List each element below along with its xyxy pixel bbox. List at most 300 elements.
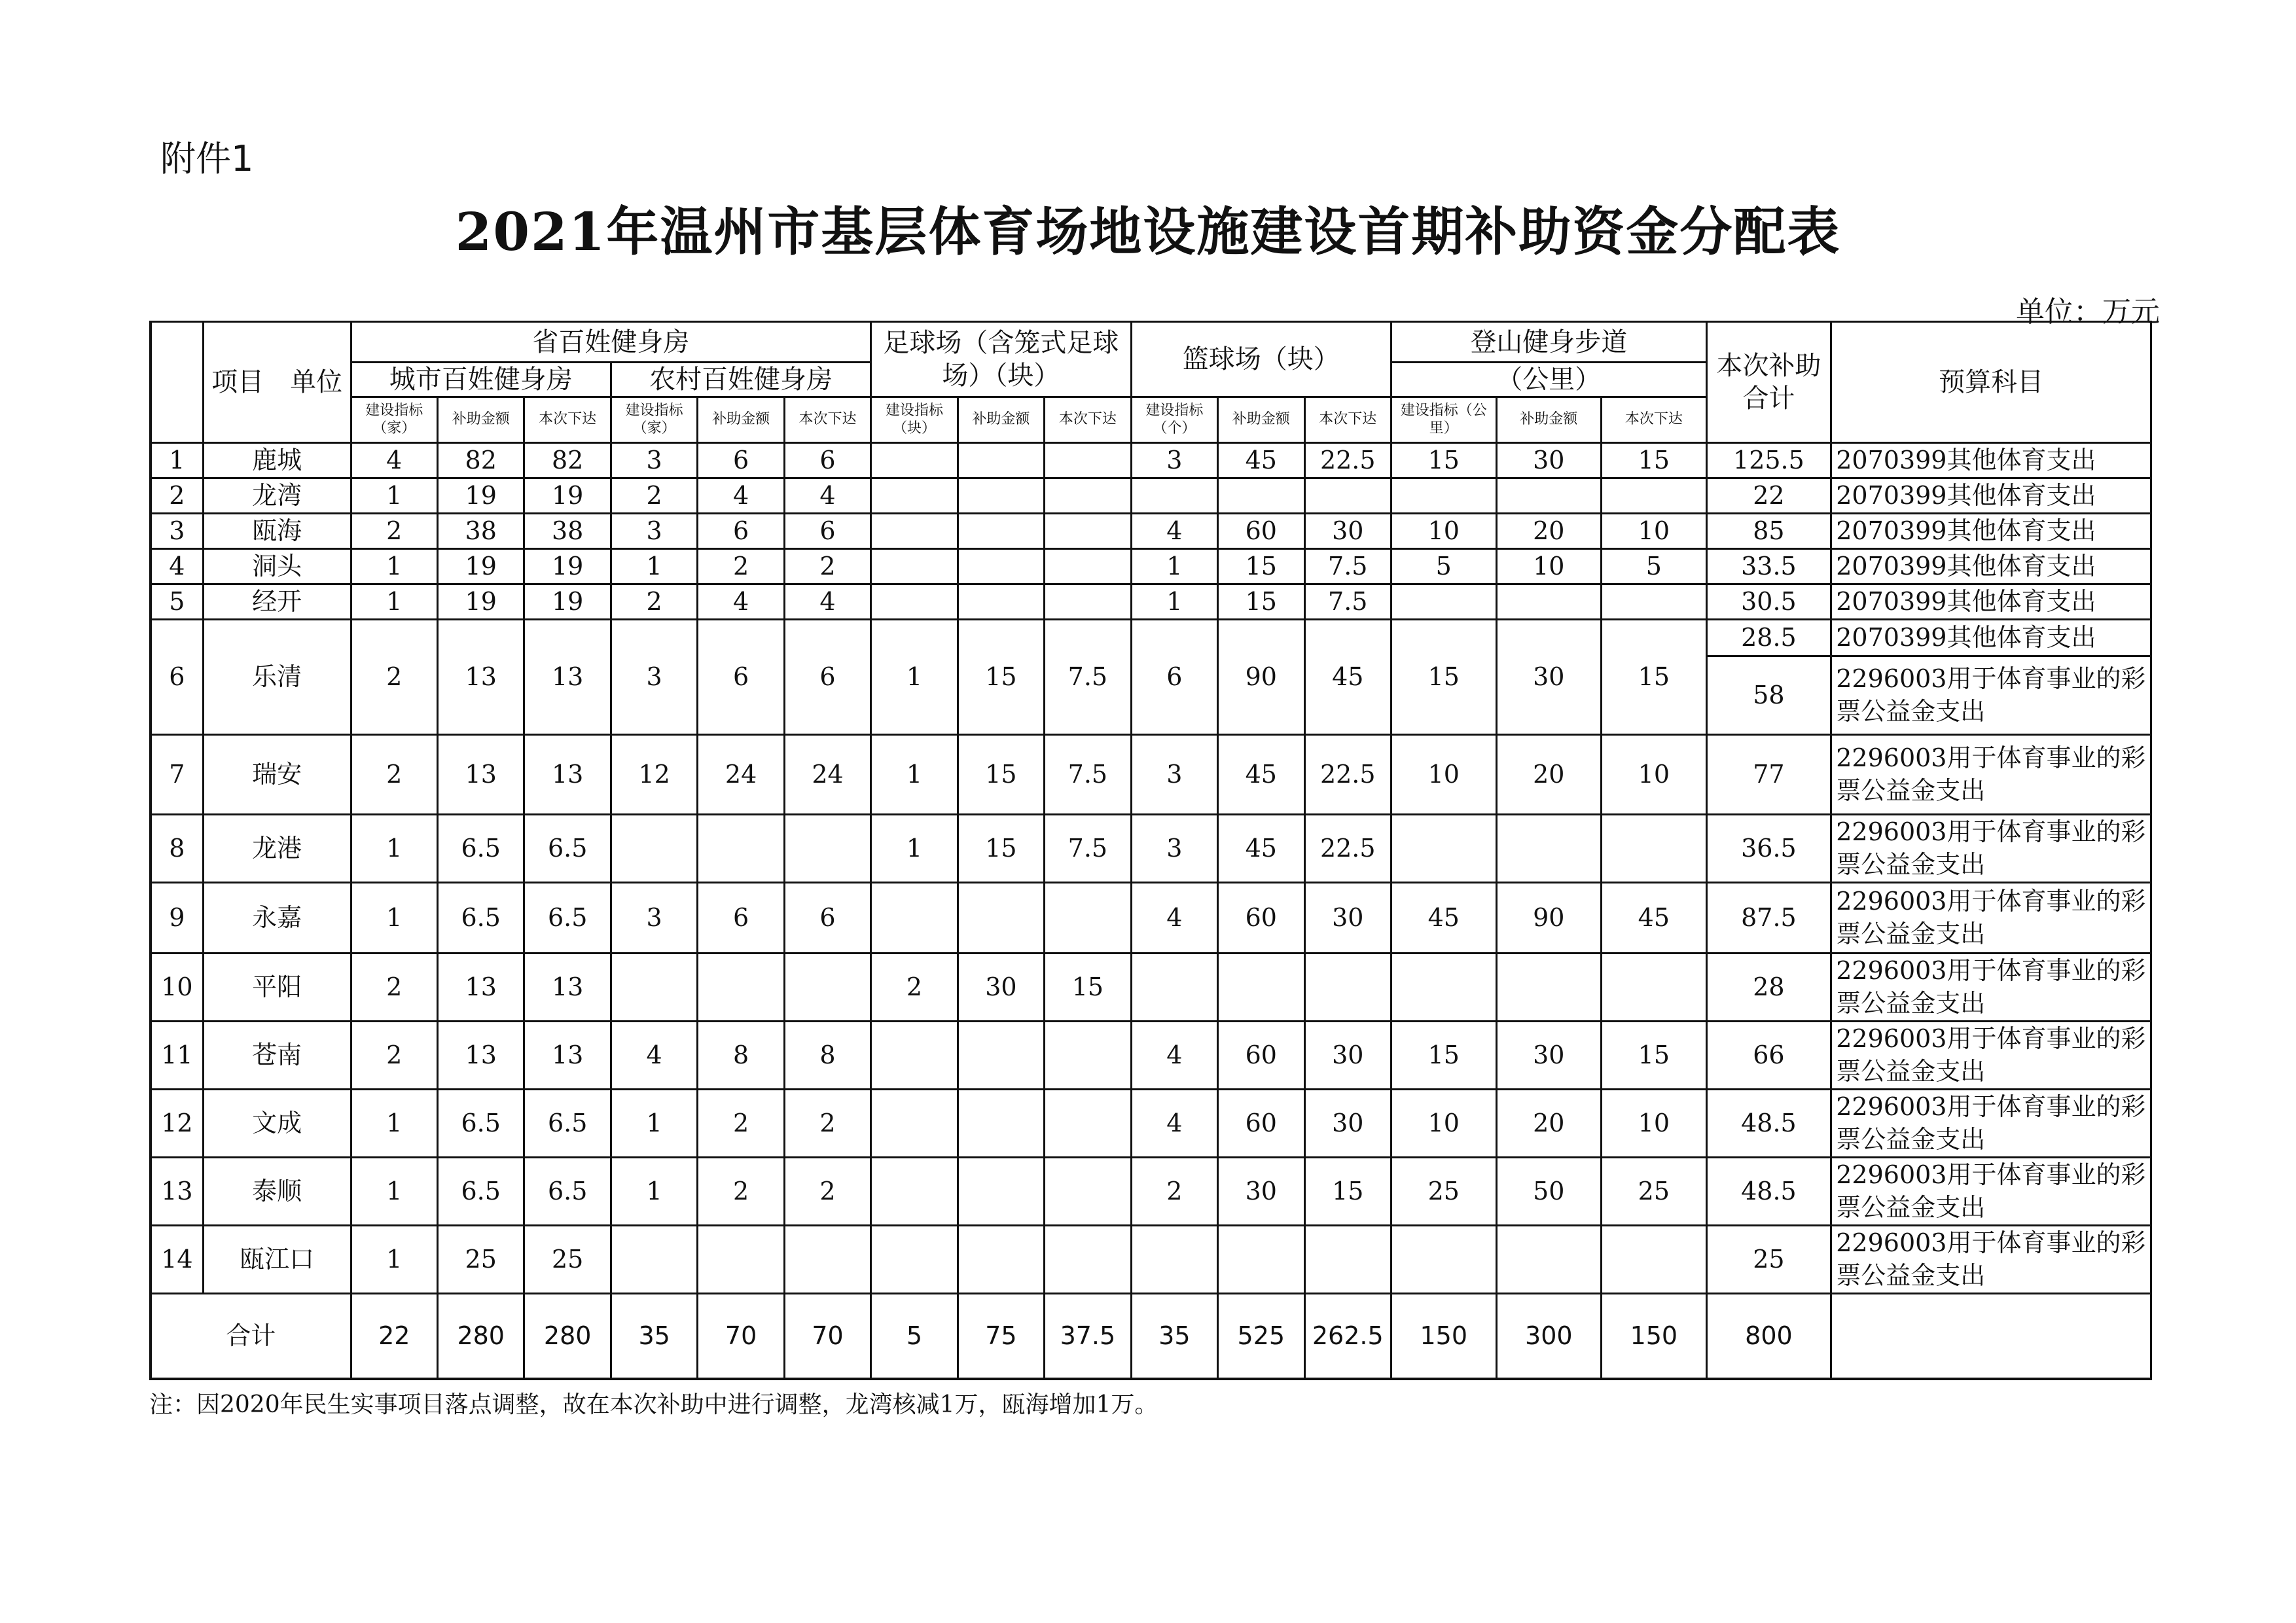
- total-cell: 280: [524, 1294, 611, 1379]
- row-number: 14: [151, 1226, 203, 1294]
- sub-build-football: 建设指标（块）: [871, 397, 958, 443]
- table-row: [151, 1158, 2151, 1226]
- table-cell: 1: [871, 620, 958, 735]
- sub-build-trail: 建设指标（公里）: [1391, 397, 1496, 443]
- table-cell: [1045, 1158, 1131, 1226]
- table-cell: 6: [698, 620, 784, 735]
- row-budget-subject: 2296003用于体育事业的彩票公益金支出: [1831, 883, 2151, 954]
- header-prov-fitness: 省百姓健身房: [351, 322, 871, 363]
- table-cell: [958, 478, 1044, 514]
- table-cell: 15: [1391, 620, 1496, 735]
- table-row: [151, 883, 2151, 954]
- table-cell: [871, 1158, 958, 1226]
- table-cell: 10: [1602, 735, 1707, 815]
- table-cell: [1391, 815, 1496, 883]
- unit-label: 单位：万元: [2016, 295, 2160, 329]
- sub-amount-rural: 补助金额: [698, 397, 784, 443]
- row-unit-name: 瓯江口: [203, 1226, 351, 1294]
- sub-build-rural: 建设指标（家）: [611, 397, 697, 443]
- table-cell: 25: [524, 1226, 611, 1294]
- sub-amount-football: 补助金额: [958, 397, 1044, 443]
- table-cell: [1602, 478, 1707, 514]
- row-total: 66: [1706, 1022, 1831, 1090]
- table-row: [151, 549, 2151, 584]
- row-budget-subject: 2296003用于体育事业的彩票公益金支出: [1831, 1022, 2151, 1090]
- table-cell: 6: [698, 883, 784, 954]
- table-cell: 13: [437, 620, 524, 735]
- table-cell: 3: [1131, 735, 1217, 815]
- header-budget: 预算科目: [1831, 322, 2151, 443]
- table-cell: [784, 954, 870, 1022]
- table-cell: [958, 443, 1044, 478]
- total-cell: 22: [351, 1294, 437, 1379]
- table-row: [151, 1226, 2151, 1294]
- table-cell: 2: [611, 584, 697, 620]
- table-cell: 19: [524, 478, 611, 514]
- total-budget: [1831, 1294, 2151, 1379]
- header-total: 本次补助合计: [1706, 322, 1831, 443]
- table-cell: 10: [1391, 735, 1496, 815]
- row-number: 7: [151, 735, 203, 815]
- table-body: [151, 443, 2151, 1294]
- row-unit-name: 永嘉: [203, 883, 351, 954]
- table-cell: [1131, 954, 1217, 1022]
- allocation-table: [149, 321, 2152, 1380]
- table-cell: 5: [1391, 549, 1496, 584]
- row-number: 6: [151, 620, 203, 735]
- row-number: 3: [151, 514, 203, 549]
- table-cell: 24: [784, 735, 870, 815]
- row-number: 13: [151, 1158, 203, 1226]
- table-cell: 7.5: [1045, 815, 1131, 883]
- table-cell: 15: [1304, 1158, 1391, 1226]
- sub-issued-rural: 本次下达: [784, 397, 870, 443]
- table-cell: 2: [698, 1090, 784, 1158]
- table-cell: 25: [1391, 1158, 1496, 1226]
- table-cell: [1218, 478, 1304, 514]
- table-cell: 3: [1131, 443, 1217, 478]
- table-cell: [871, 549, 958, 584]
- total-cell: 525: [1218, 1294, 1304, 1379]
- total-cell: 5: [871, 1294, 958, 1379]
- table-cell: 50: [1496, 1158, 1602, 1226]
- table-cell: 15: [1391, 1022, 1496, 1090]
- table-cell: [871, 1022, 958, 1090]
- table-cell: 19: [437, 549, 524, 584]
- table-cell: 10: [1391, 514, 1496, 549]
- table-cell: 60: [1218, 514, 1304, 549]
- table-cell: 1: [611, 1090, 697, 1158]
- table-cell: 13: [524, 1022, 611, 1090]
- table-cell: [1391, 478, 1496, 514]
- row-number: 9: [151, 883, 203, 954]
- table-cell: [1391, 1226, 1496, 1294]
- table-cell: 45: [1304, 620, 1391, 735]
- table-row: [151, 954, 2151, 1022]
- table-cell: [1045, 883, 1131, 954]
- row-budget-subject: 2070399其他体育支出: [1831, 549, 2151, 584]
- table-cell: [1045, 584, 1131, 620]
- sub-issued-basketball: 本次下达: [1304, 397, 1391, 443]
- sub-issued-trail: 本次下达: [1602, 397, 1707, 443]
- table-cell: 90: [1218, 620, 1304, 735]
- total-cell: 150: [1391, 1294, 1496, 1379]
- row-unit-name: 龙湾: [203, 478, 351, 514]
- table-cell: [1218, 1226, 1304, 1294]
- table-cell: [1045, 1022, 1131, 1090]
- total-cell: 70: [784, 1294, 870, 1379]
- table-cell: [1602, 815, 1707, 883]
- table-cell: [1131, 478, 1217, 514]
- table-cell: 2: [871, 954, 958, 1022]
- table-cell: 3: [611, 883, 697, 954]
- table-cell: 60: [1218, 1022, 1304, 1090]
- table-cell: 30: [1496, 1022, 1602, 1090]
- sub-issued-football: 本次下达: [1045, 397, 1131, 443]
- table-cell: 15: [1602, 443, 1707, 478]
- table-cell: 2: [784, 1090, 870, 1158]
- table-cell: 20: [1496, 735, 1602, 815]
- table-cell: 4: [784, 584, 870, 620]
- table-cell: 1: [871, 735, 958, 815]
- table-cell: 10: [1602, 514, 1707, 549]
- page-title: 2021年温州市基层体育场地设施建设首期补助资金分配表: [455, 201, 1841, 262]
- row-number: 1: [151, 443, 203, 478]
- table-cell: 19: [524, 584, 611, 620]
- table-cell: [1304, 1226, 1391, 1294]
- table-cell: 6.5: [437, 883, 524, 954]
- table-row: [151, 443, 2151, 478]
- row-unit-name: 鹿城: [203, 443, 351, 478]
- table-cell: 90: [1496, 883, 1602, 954]
- row-total: 48.5: [1706, 1158, 1831, 1226]
- row-total: 125.5: [1706, 443, 1831, 478]
- row-number: 10: [151, 954, 203, 1022]
- total-cell: 70: [698, 1294, 784, 1379]
- header-city-fitness: 城市百姓健身房: [351, 363, 611, 397]
- table-cell: 6.5: [437, 1090, 524, 1158]
- table-cell: 6: [784, 620, 870, 735]
- row-unit-name: 文成: [203, 1090, 351, 1158]
- table-cell: 4: [1131, 1090, 1217, 1158]
- row-budget-subject: 2296003用于体育事业的彩票公益金支出: [1831, 954, 2151, 1022]
- table-cell: [1391, 584, 1496, 620]
- table-cell: 13: [437, 954, 524, 1022]
- table-cell: 19: [437, 584, 524, 620]
- table-cell: [1496, 954, 1602, 1022]
- header-football: 足球场（含笼式足球场）（块）: [871, 322, 1131, 397]
- table-cell: 15: [1218, 584, 1304, 620]
- table-cell: 2: [611, 478, 697, 514]
- table-cell: [958, 584, 1044, 620]
- table-cell: 1: [351, 1158, 437, 1226]
- row-total: 28: [1706, 954, 1831, 1022]
- table-cell: [871, 1090, 958, 1158]
- table-cell: [871, 584, 958, 620]
- header-no: [151, 322, 203, 443]
- table-cell: 7.5: [1045, 735, 1131, 815]
- header-project-unit: 项目 单位: [203, 322, 351, 443]
- table-cell: 20: [1496, 1090, 1602, 1158]
- row-budget-subject: 2070399其他体育支出: [1831, 584, 2151, 620]
- table-cell: [958, 514, 1044, 549]
- table-cell: 3: [1131, 815, 1217, 883]
- row-budget-subject: 2070399其他体育支出: [1831, 514, 2151, 549]
- table-cell: 45: [1218, 443, 1304, 478]
- row-number: 5: [151, 584, 203, 620]
- table-cell: 2: [351, 620, 437, 735]
- table-cell: 4: [611, 1022, 697, 1090]
- table-cell: 4: [1131, 883, 1217, 954]
- table-cell: [698, 954, 784, 1022]
- table-cell: [1496, 815, 1602, 883]
- row-unit-name: 瓯海: [203, 514, 351, 549]
- table-cell: 1: [871, 815, 958, 883]
- table-cell: 7.5: [1304, 549, 1391, 584]
- table-cell: [1045, 478, 1131, 514]
- table-cell: 2: [351, 1022, 437, 1090]
- table-cell: 15: [1218, 549, 1304, 584]
- row-unit-name: 泰顺: [203, 1158, 351, 1226]
- table-cell: 6.5: [524, 1158, 611, 1226]
- sub-build-city: 建设指标（家）: [351, 397, 437, 443]
- table-cell: 1: [1131, 584, 1217, 620]
- table-cell: [958, 1090, 1044, 1158]
- table-cell: 15: [1602, 1022, 1707, 1090]
- table-cell: 1: [351, 883, 437, 954]
- table-cell: [871, 514, 958, 549]
- table-cell: 2: [698, 549, 784, 584]
- table-cell: 2: [351, 954, 437, 1022]
- table-cell: [611, 815, 697, 883]
- sub-build-basketball: 建设指标（个）: [1131, 397, 1217, 443]
- table-cell: 30: [1304, 514, 1391, 549]
- sub-amount-basketball: 补助金额: [1218, 397, 1304, 443]
- table-row: [151, 735, 2151, 815]
- table-cell: 45: [1218, 735, 1304, 815]
- table-cell: 22.5: [1304, 443, 1391, 478]
- table-row: [151, 1022, 2151, 1090]
- row-unit-name: 平阳: [203, 954, 351, 1022]
- table-cell: [871, 478, 958, 514]
- total-row-label: 合计: [151, 1294, 351, 1379]
- row-budget-subject: 2296003用于体育事业的彩票公益金支出: [1831, 815, 2151, 883]
- table-cell: 1: [351, 584, 437, 620]
- table-cell: [1496, 478, 1602, 514]
- table-cell: 1: [351, 478, 437, 514]
- table-cell: [698, 1226, 784, 1294]
- table-cell: 2: [784, 1158, 870, 1226]
- table-cell: [871, 1226, 958, 1294]
- table-cell: [1045, 514, 1131, 549]
- table-cell: 60: [1218, 1090, 1304, 1158]
- row-number: 2: [151, 478, 203, 514]
- table-cell: 6: [784, 514, 870, 549]
- table-cell: 19: [437, 478, 524, 514]
- table-cell: 30: [1496, 443, 1602, 478]
- table-cell: [1496, 584, 1602, 620]
- row-unit-name: 经开: [203, 584, 351, 620]
- table-cell: 30: [1218, 1158, 1304, 1226]
- row-total: 25: [1706, 1226, 1831, 1294]
- table-cell: [611, 1226, 697, 1294]
- table-cell: [958, 549, 1044, 584]
- table-cell: 20: [1496, 514, 1602, 549]
- table-cell: 13: [524, 954, 611, 1022]
- total-cell: 150: [1602, 1294, 1707, 1379]
- table-cell: 15: [958, 735, 1044, 815]
- header-rural-fitness: 农村百姓健身房: [611, 363, 870, 397]
- table-cell: 13: [524, 735, 611, 815]
- table-cell: [698, 815, 784, 883]
- table-cell: 10: [1602, 1090, 1707, 1158]
- table-row: [151, 514, 2151, 549]
- row-budget-subject: 2296003用于体育事业的彩票公益金支出: [1831, 1090, 2151, 1158]
- sub-amount-trail: 补助金额: [1496, 397, 1602, 443]
- table-cell: 6: [1131, 620, 1217, 735]
- table-row: [151, 620, 2151, 656]
- table-cell: 30: [1304, 883, 1391, 954]
- table-cell: 6: [784, 443, 870, 478]
- table-cell: 1: [611, 549, 697, 584]
- table-cell: 82: [524, 443, 611, 478]
- table-cell: 8: [698, 1022, 784, 1090]
- table-cell: 4: [784, 478, 870, 514]
- table-cell: 1: [611, 1158, 697, 1226]
- table-row: [151, 815, 2151, 883]
- table-cell: 1: [1131, 549, 1217, 584]
- total-cell: 262.5: [1304, 1294, 1391, 1379]
- row-number: 11: [151, 1022, 203, 1090]
- table-cell: 10: [1391, 1090, 1496, 1158]
- table-cell: 1: [351, 1226, 437, 1294]
- table-cell: 22.5: [1304, 735, 1391, 815]
- table-cell: [871, 443, 958, 478]
- row-number: 8: [151, 815, 203, 883]
- sub-amount-city: 补助金额: [437, 397, 524, 443]
- table-cell: 3: [611, 514, 697, 549]
- table-cell: [871, 883, 958, 954]
- table-cell: [958, 1022, 1044, 1090]
- table-cell: 30: [1496, 620, 1602, 735]
- table-cell: 45: [1602, 883, 1707, 954]
- table-cell: [1218, 954, 1304, 1022]
- row-total: 36.5: [1706, 815, 1831, 883]
- table-cell: 15: [958, 620, 1044, 735]
- row-number: 4: [151, 549, 203, 584]
- footnote: 注：因2020年民生实事项目落点调整，故在本次补助中进行调整，龙湾核减1万，瓯海增加1万。: [149, 1391, 1158, 1418]
- row-total: 22: [1706, 478, 1831, 514]
- table-cell: 12: [611, 735, 697, 815]
- row-unit-name: 瑞安: [203, 735, 351, 815]
- table-cell: [784, 1226, 870, 1294]
- table-cell: 4: [351, 443, 437, 478]
- table-cell: [1602, 584, 1707, 620]
- row-total: 28.5: [1706, 620, 1831, 656]
- table-cell: 3: [611, 620, 697, 735]
- table-cell: 4: [1131, 1022, 1217, 1090]
- table-cell: [958, 1158, 1044, 1226]
- table-cell: 1: [351, 1090, 437, 1158]
- table-cell: [1045, 549, 1131, 584]
- table-cell: 45: [1391, 883, 1496, 954]
- row-total: 77: [1706, 735, 1831, 815]
- header-trail-unit: （公里）: [1391, 363, 1706, 397]
- row-unit-name: 洞头: [203, 549, 351, 584]
- row-unit-name: 龙港: [203, 815, 351, 883]
- total-cell: 280: [437, 1294, 524, 1379]
- row-unit-name: 苍南: [203, 1022, 351, 1090]
- table-cell: 1: [351, 549, 437, 584]
- table-cell: 3: [611, 443, 697, 478]
- table-cell: 1: [351, 815, 437, 883]
- table-cell: 15: [1602, 620, 1707, 735]
- row-budget-subject: 2070399其他体育支出: [1831, 478, 2151, 514]
- table-cell: [1602, 954, 1707, 1022]
- attachment-label: 附件1: [160, 138, 254, 179]
- table-cell: [1045, 1226, 1131, 1294]
- row-total: 85: [1706, 514, 1831, 549]
- table-cell: 6.5: [437, 1158, 524, 1226]
- table-cell: 6.5: [524, 1090, 611, 1158]
- table-cell: 6.5: [524, 815, 611, 883]
- table-cell: 6.5: [524, 883, 611, 954]
- table-cell: 2: [698, 1158, 784, 1226]
- sub-issued-city: 本次下达: [524, 397, 611, 443]
- table-cell: 6.5: [437, 815, 524, 883]
- table-cell: 7.5: [1304, 584, 1391, 620]
- row-total: 33.5: [1706, 549, 1831, 584]
- total-cell: 35: [1131, 1294, 1217, 1379]
- table-cell: 60: [1218, 883, 1304, 954]
- header-basketball: 篮球场（块）: [1131, 322, 1391, 397]
- table-row: [151, 584, 2151, 620]
- table-cell: 25: [1602, 1158, 1707, 1226]
- table-cell: 10: [1496, 549, 1602, 584]
- table-cell: 5: [1602, 549, 1707, 584]
- total-cell: 37.5: [1045, 1294, 1131, 1379]
- table-cell: 2: [784, 549, 870, 584]
- table-cell: 38: [524, 514, 611, 549]
- table-cell: [1131, 1226, 1217, 1294]
- table-cell: 19: [524, 549, 611, 584]
- table-cell: 15: [1045, 954, 1131, 1022]
- table-cell: 24: [698, 735, 784, 815]
- table-cell: 6: [784, 883, 870, 954]
- row-budget-subject: 2296003用于体育事业的彩票公益金支出: [1831, 1158, 2151, 1226]
- table-cell: [611, 954, 697, 1022]
- table-cell: 38: [437, 514, 524, 549]
- table-cell: 7.5: [1045, 620, 1131, 735]
- total-cell: 75: [958, 1294, 1044, 1379]
- table-cell: [1045, 1090, 1131, 1158]
- table-cell: [1496, 1226, 1602, 1294]
- table-cell: 2: [351, 735, 437, 815]
- total-cell: 35: [611, 1294, 697, 1379]
- table-cell: 15: [958, 815, 1044, 883]
- table-cell: [958, 1226, 1044, 1294]
- row-budget-subject: 2296003用于体育事业的彩票公益金支出: [1831, 1226, 2151, 1294]
- table-row: [151, 1090, 2151, 1158]
- row-total: 48.5: [1706, 1090, 1831, 1158]
- row-total: 58: [1706, 656, 1831, 735]
- table-cell: 4: [1131, 514, 1217, 549]
- table-cell: [1045, 443, 1131, 478]
- table-cell: 8: [784, 1022, 870, 1090]
- table-cell: 6: [698, 443, 784, 478]
- row-total: 87.5: [1706, 883, 1831, 954]
- row-unit-name: 乐清: [203, 620, 351, 735]
